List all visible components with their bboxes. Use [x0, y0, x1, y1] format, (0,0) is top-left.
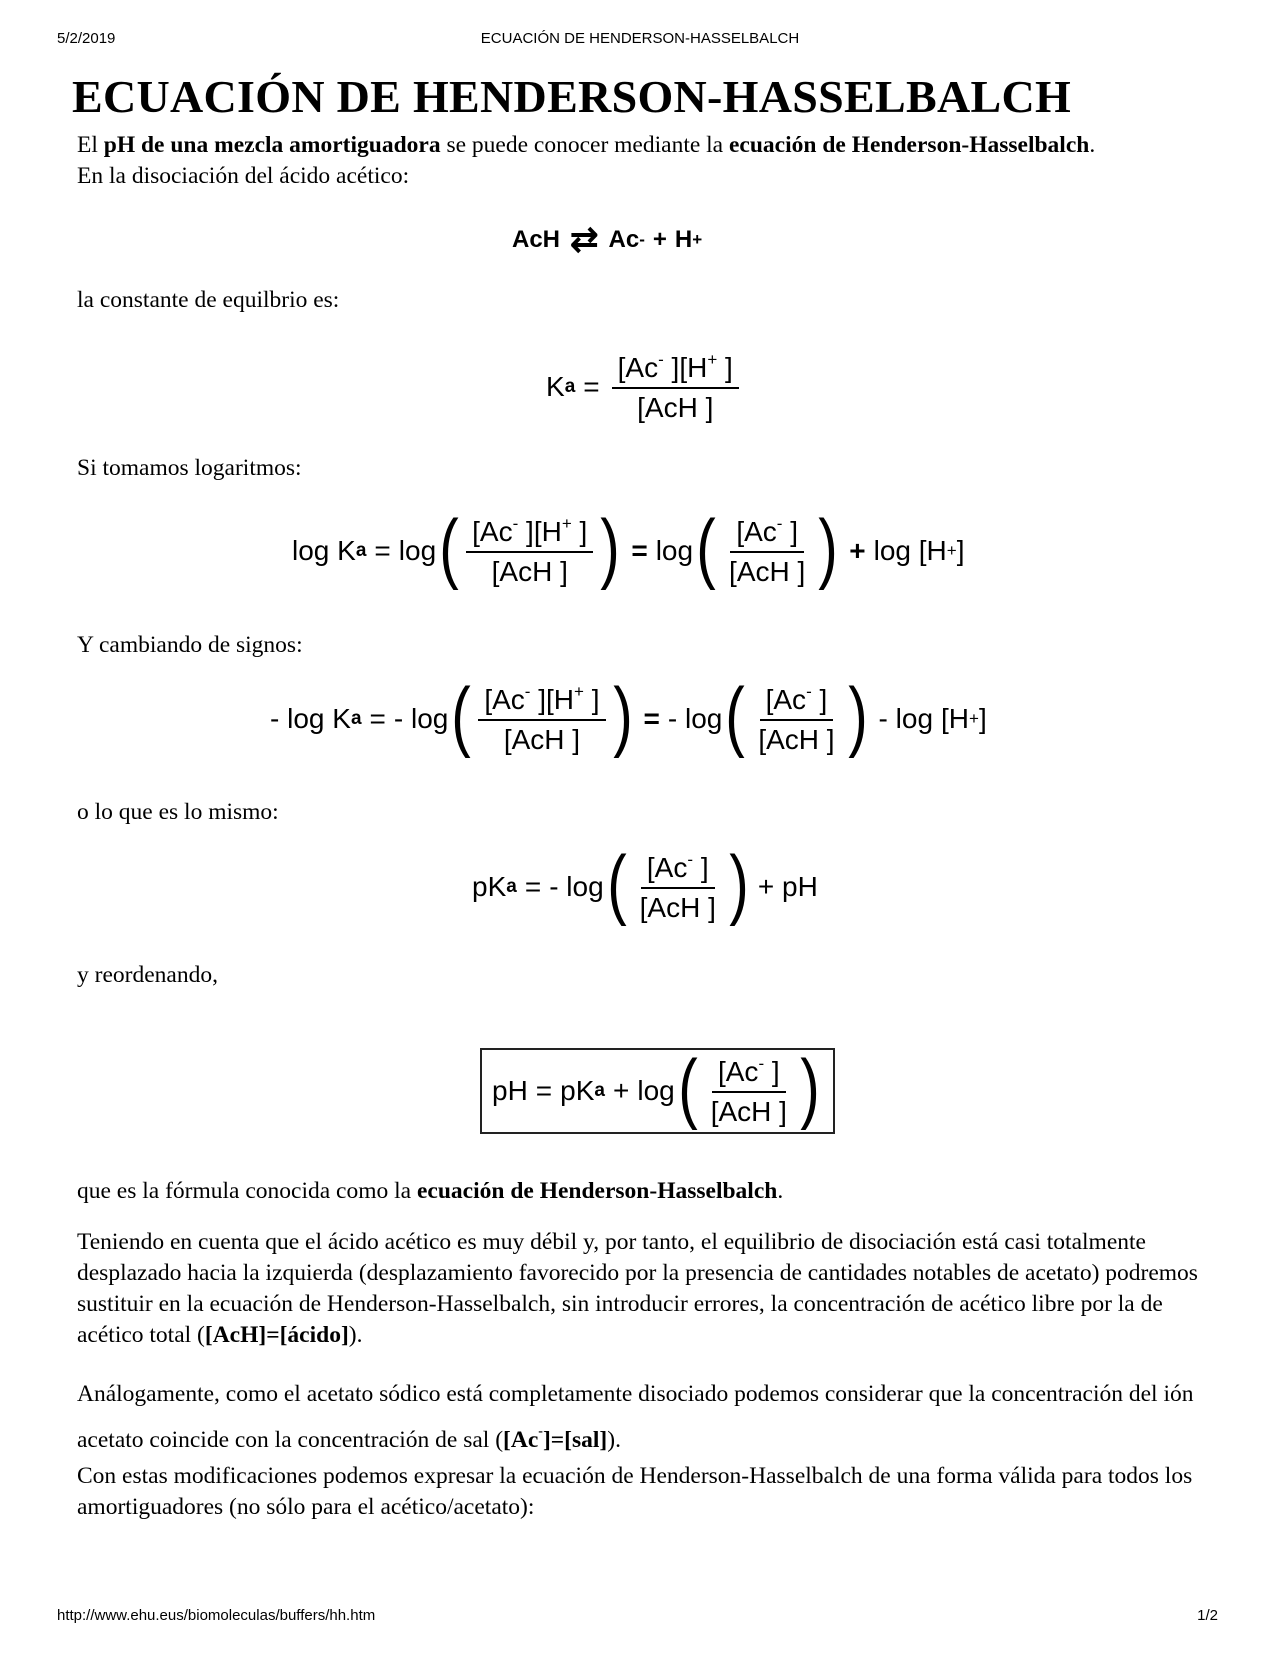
label-constante: la constante de equilbrio es: — [77, 287, 340, 313]
conclusion-paragraph: que es la fórmula conocida como la ecuación de Henderson-Hasselbalch. — [77, 1178, 784, 1204]
henderson-hasselbalch-equation: pH = pK a + log ( $\frac{[Ac^- ]}{\text{[AcH ]}}$ ) — [480, 1048, 835, 1134]
print-header-title: ECUACIÓN DE HENDERSON-HASSELBALCH — [480, 30, 800, 47]
intro-paragraph: El pH de una mezcla amortiguadora se puede conocer mediante la ecuación de Henderson-Hasselbalch. En la disociación del ácido acético: — [77, 132, 1096, 189]
footer-url: http://www.ehu.eus/biomoleculas/buffers/hh.htm — [57, 1607, 376, 1624]
pka-equation: pK a = - log ( $\frac{[Ac^- ]}{\text{[AcH ]}}$ ) + pH — [472, 839, 818, 927]
page-title: ECUACIÓN DE HENDERSON-HASSELBALCH — [72, 71, 1072, 122]
footer-page-number: 1/2 — [1197, 1607, 1218, 1624]
log-ka-equation: log K a = log ( $\frac{[Ac^- ][H^+ ]}{\text{[AcH ]}}$ ) = log ( $\frac{[Ac^- ]}{\text{[AcH ]}}$ ) + log [H + ] — [292, 503, 965, 591]
analog-paragraph: Análogamente, como el acetato sódico está completamente disociado podemos considerar que la concentración del ión acetato coincide con la concentración de sal ([Ac-]=[sal]). — [77, 1381, 1194, 1453]
dissociation-reaction: AcH ⇄ Ac - + H + — [512, 221, 703, 259]
neg-log-ka-equation: - log K a = - log ( $\frac{[Ac^- ][H^+ ]}{\text{[AcH ]}}$ ) = - log ( $\frac{[Ac^- ]}{\text{[AcH ]}}$ ) - log [H + ] — [270, 671, 987, 759]
label-reordenando: y reordenando, — [77, 962, 218, 988]
print-date: 5/2/2019 — [57, 30, 116, 47]
equilibrium-arrow-icon: ⇄ — [570, 221, 599, 259]
acetic-paragraph: Teniendo en cuenta que el ácido acético es muy débil y, por tanto, el equilibrio de disociación está casi totalmente desplazado hacia la izquierda (desplazamiento favorecido por la presencia de cantidades notables de acetato) podremos sustituir en la ecuación de Henderson-Hasselbalch, sin introducir errores, la concentración de acético libre por la de acético total ([AcH]=[ácido]). — [77, 1229, 1198, 1348]
label-mismo: o lo que es lo mismo: — [77, 799, 279, 825]
final-paragraph: Con estas modificaciones podemos expresar la ecuación de Henderson-Hasselbalch de una forma válida para todos los amortiguadores (no sólo para el acético/acetato): — [77, 1463, 1193, 1520]
label-signos: Y cambiando de signos: — [77, 632, 303, 658]
label-logaritmos: Si tomamos logaritmos: — [77, 455, 302, 481]
ka-equation: K a = $\frac{[Ac^- ][H^+ ]}{\text{[AcH ]}}$ — [546, 350, 743, 424]
